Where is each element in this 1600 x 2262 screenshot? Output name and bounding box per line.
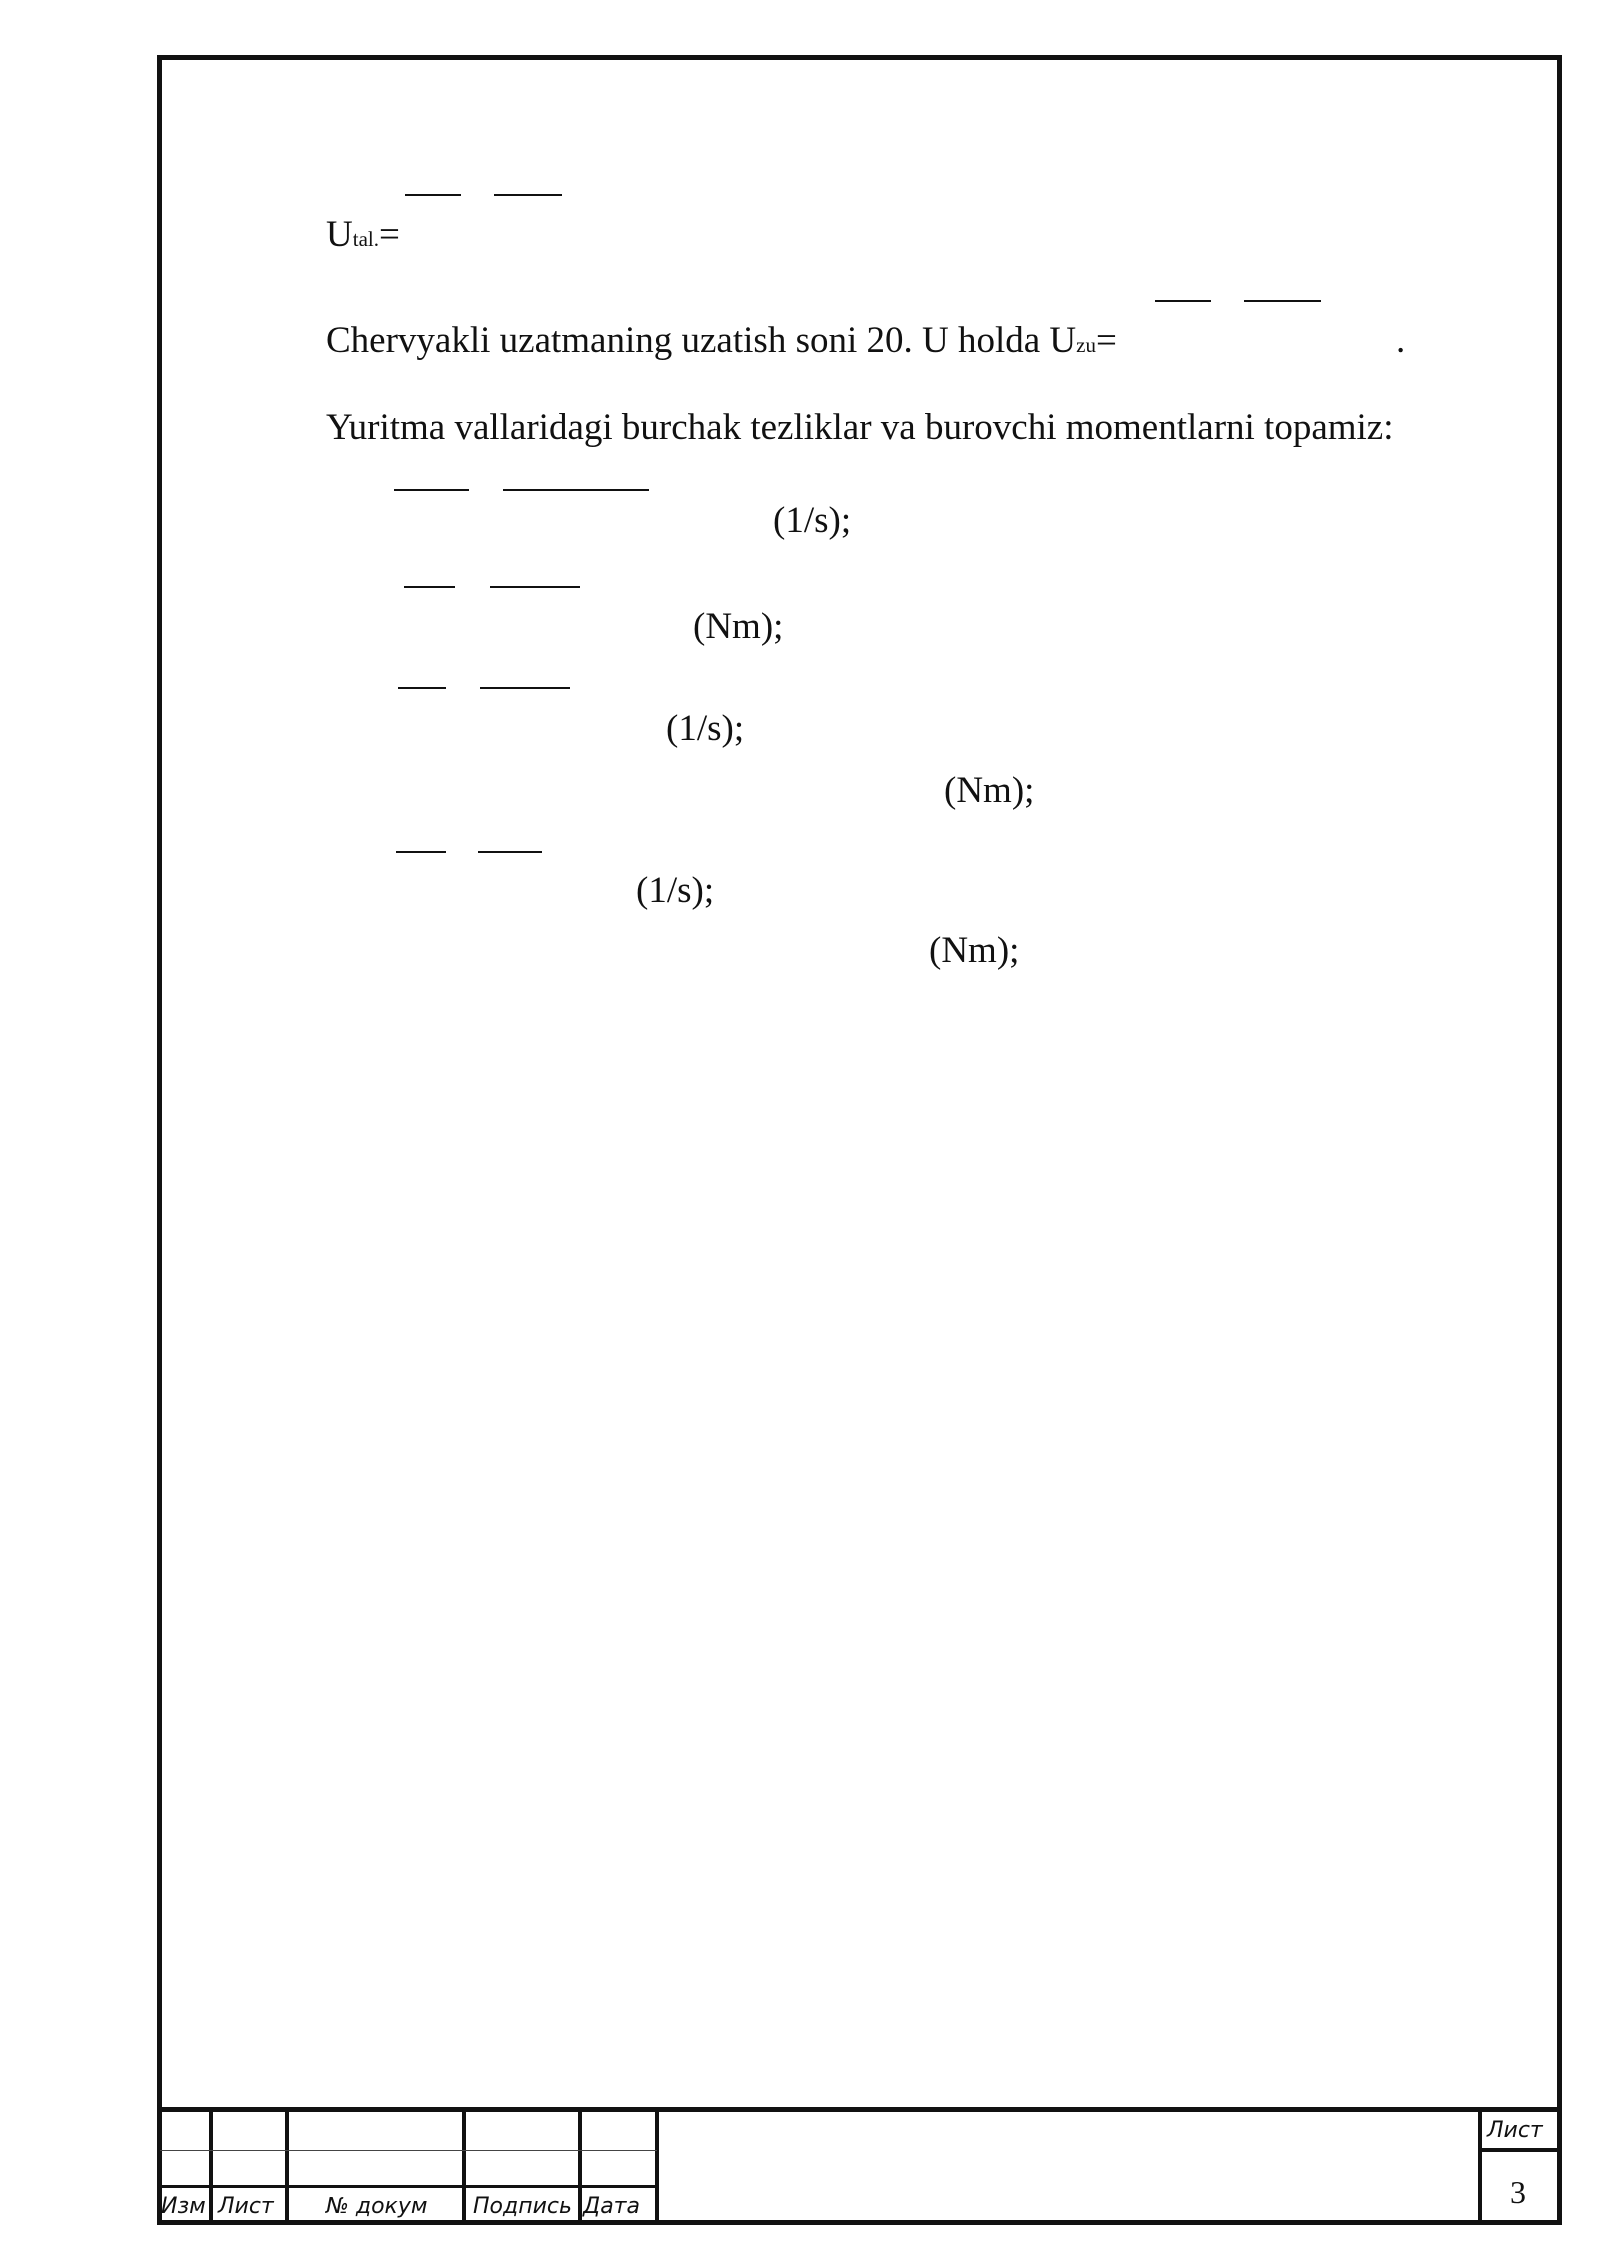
chervyak-text: Chervyakli uzatmaning uzatish soni 20. U holda U [326, 320, 1077, 361]
unit-label: (1/s); [636, 870, 715, 911]
chervyak-subscript: zu [1076, 333, 1096, 357]
unit-label: (Nm); [693, 606, 784, 647]
u-tal-equation [326, 216, 400, 253]
fraction-bar [1244, 300, 1321, 302]
stamp-divider [655, 2107, 659, 2225]
stamp-row-line [1478, 2148, 1562, 2152]
page-frame [157, 55, 1562, 2225]
stamp-data-label: Дата [583, 2194, 640, 2219]
fraction-bar [490, 586, 580, 588]
u-tal-subscript: tal. [352, 227, 379, 251]
stamp-divider [1478, 2107, 1482, 2225]
stamp-divider [462, 2107, 466, 2225]
unit-label: (1/s); [666, 708, 745, 749]
unit-label: (Nm); [929, 930, 1020, 971]
stamp-divider [578, 2107, 582, 2225]
fraction-bar [1155, 300, 1211, 302]
sheet-number: 3 [1510, 2174, 1526, 2210]
fraction-bar [405, 194, 461, 196]
fraction-bar [503, 489, 649, 491]
unit-label: (Nm); [944, 770, 1035, 811]
fraction-bar [480, 687, 570, 689]
u-tal-equals: = [378, 214, 400, 255]
fraction-bar [398, 687, 446, 689]
fraction-bar [494, 194, 562, 196]
chervyak-equals: = [1095, 320, 1117, 361]
yuritma-sentence: Yuritma vallaridagi burchak tezliklar va burovchi momentlarni topamiz: [326, 407, 1394, 448]
fraction-bar [394, 489, 469, 491]
fraction-bar [478, 851, 542, 853]
stamp-list-label: Лист [218, 2194, 274, 2219]
stamp-row-line [160, 2185, 657, 2188]
stamp-sheet-label: Лист [1487, 2118, 1543, 2143]
chervyak-sentence [326, 322, 1117, 359]
stamp-divider [209, 2107, 213, 2225]
stamp-izm-label: Изм [161, 2194, 206, 2219]
fraction-bar [396, 851, 446, 853]
stamp-podpis-label: Подпись [473, 2194, 572, 2219]
unit-label: (1/s); [773, 500, 852, 541]
stamp-border [157, 2107, 1562, 2112]
stamp-row-line [160, 2150, 657, 2151]
stamp-divider [285, 2107, 289, 2225]
u-tal-symbol: U [326, 214, 353, 255]
fraction-bar [404, 586, 455, 588]
chervyak-period: . [1396, 320, 1406, 361]
stamp-dokum-label: № докум [326, 2194, 428, 2219]
